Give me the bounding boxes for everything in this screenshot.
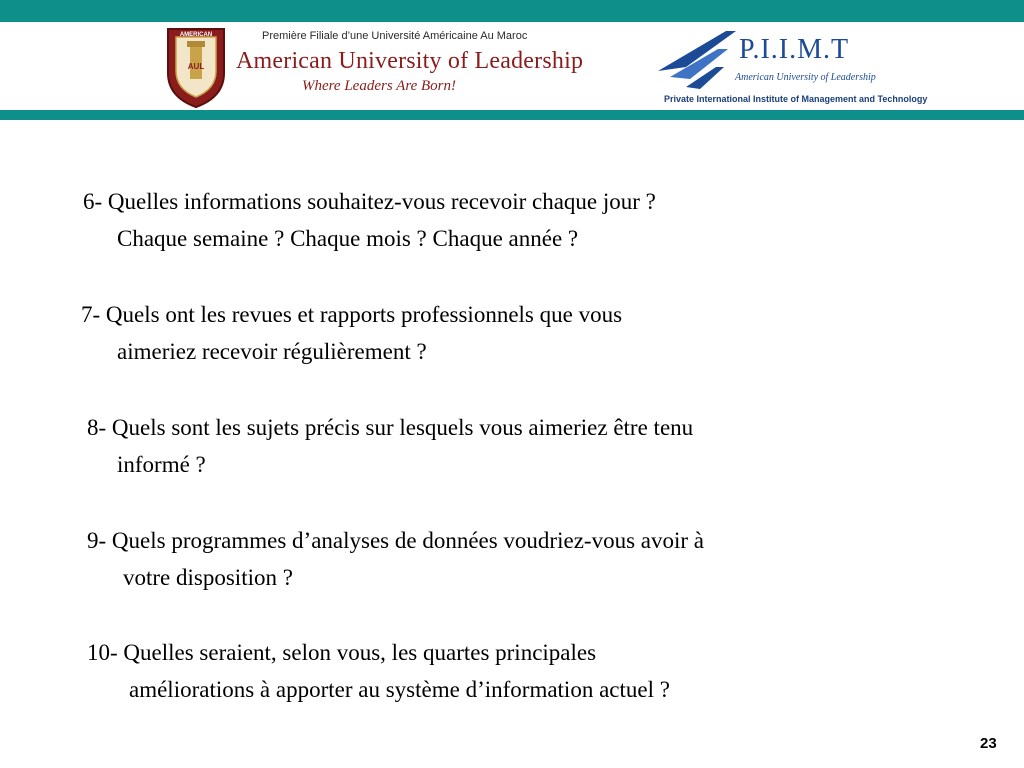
question-6-line2: Chaque semaine ? Chaque mois ? Chaque année ? — [117, 226, 579, 251]
aul-crest-top-text: AMERICAN — [179, 32, 213, 38]
piimt-full-name: Private International Institute of Management and Technology — [664, 94, 928, 104]
aul-crest-monogram: AUL — [187, 62, 205, 71]
question-7-line2: aimeriez recevoir régulièrement ? — [117, 339, 427, 364]
piimt-name: P.I.I.M.T — [739, 34, 850, 65]
page-number: 23 — [980, 735, 997, 752]
header-bottom-band — [0, 110, 1024, 120]
aul-crest-logo — [160, 25, 232, 109]
piimt-subtitle: American University of Leadership — [735, 72, 876, 83]
question-8 — [87, 409, 693, 483]
question-6 — [83, 183, 656, 257]
header-top-band — [0, 0, 1024, 22]
question-7 — [81, 296, 622, 370]
question-8-line2: informé ? — [117, 452, 206, 477]
question-10-line1: 10- Quelles seraient, selon vous, les quartes principales — [87, 640, 597, 665]
question-9 — [87, 522, 704, 596]
piimt-wing-logo — [656, 27, 738, 93]
question-9-line1: 9- Quels programmes d’analyses de données voudriez-vous avoir à — [87, 528, 704, 553]
aul-name: American University of Leadership — [236, 48, 584, 74]
aul-motto: Where Leaders Are Born! — [302, 78, 456, 94]
question-9-line2: votre disposition ? — [123, 565, 293, 590]
question-10-line2: améliorations à apporter au système d’information actuel ? — [129, 677, 670, 702]
question-7-line1: 7- Quels ont les revues et rapports professionnels que vous — [81, 302, 623, 327]
question-8-line1: 8- Quels sont les sujets précis sur lesquels vous aimeriez être tenu — [87, 415, 694, 440]
question-6-line1: 6- Quelles informations souhaitez-vous recevoir chaque jour ? — [83, 189, 656, 214]
question-10 — [87, 634, 670, 708]
header — [0, 22, 1024, 110]
aul-tagline: Première Filiale d’une Université Américaine Au Maroc — [262, 30, 528, 42]
